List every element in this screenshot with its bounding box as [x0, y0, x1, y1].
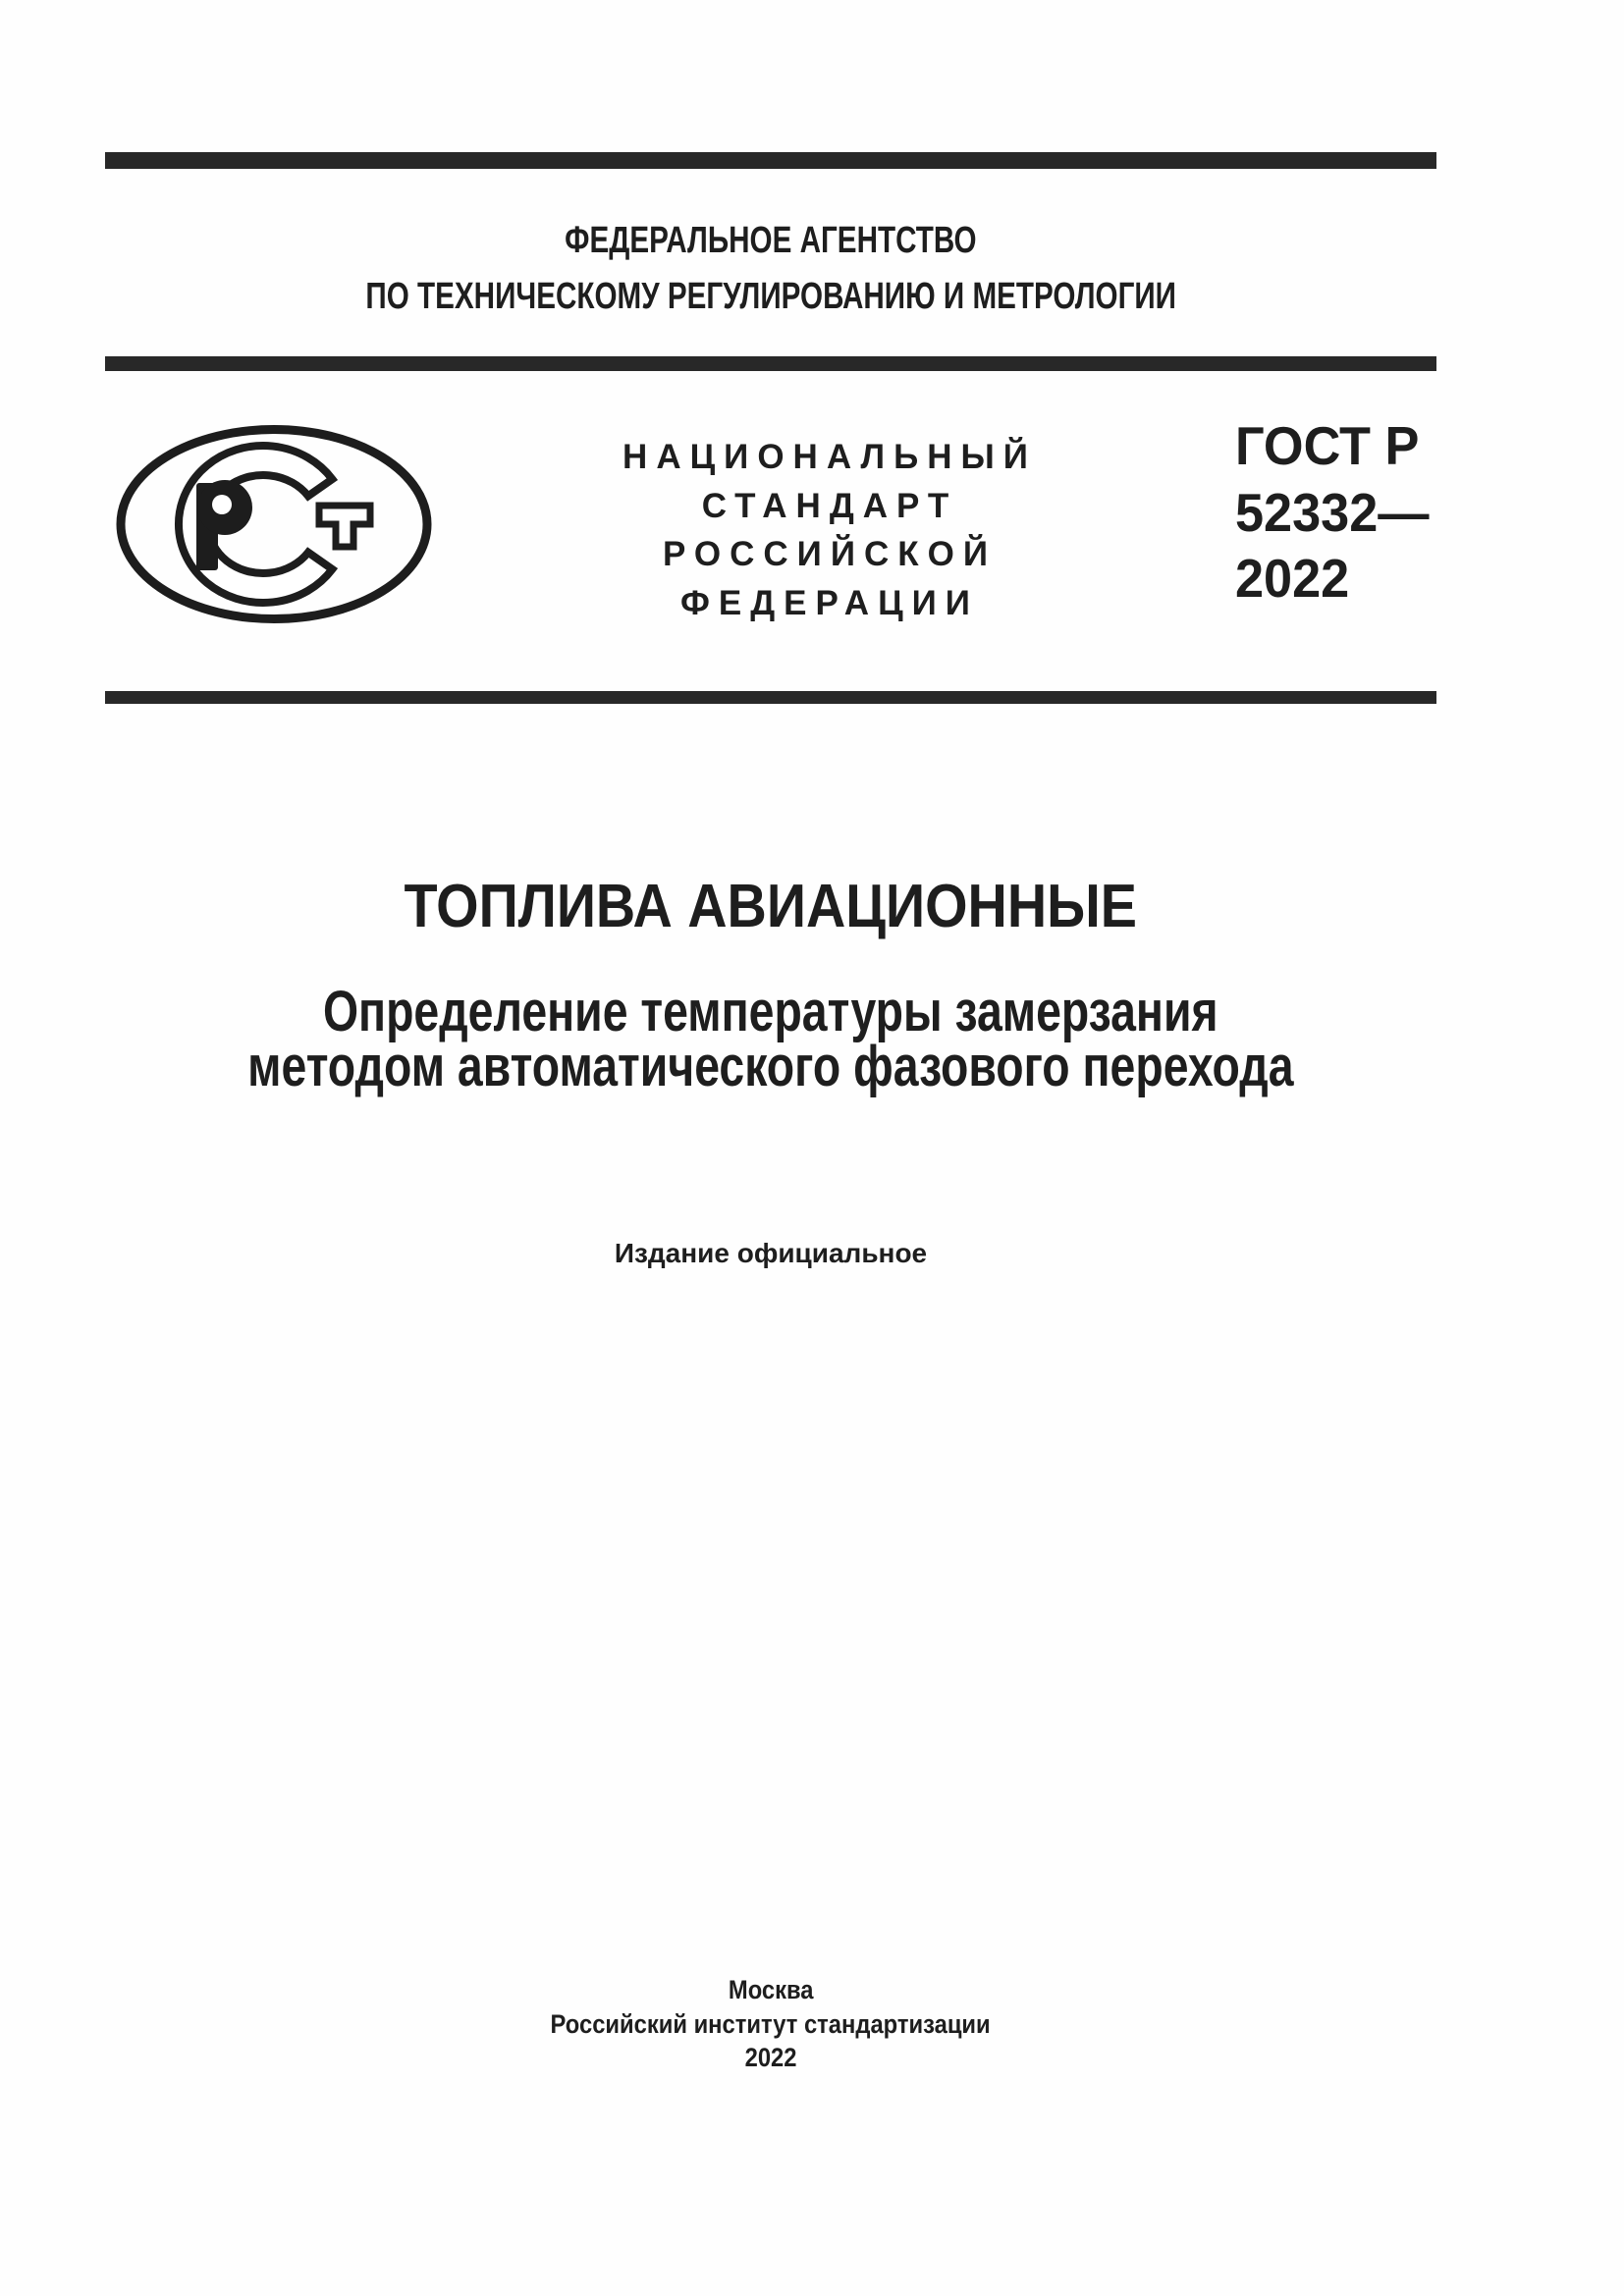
federal-agency-line2: ПО ТЕХНИЧЕСКОМУ РЕГУЛИРОВАНИЮ И МЕТРОЛОГИИ — [365, 276, 1176, 317]
imprint-block — [105, 1973, 1436, 2075]
imprint-city: Москва — [728, 1975, 814, 2004]
document-title-text: ТОПЛИВА АВИАЦИОННЫЕ — [404, 873, 1138, 940]
standard-designation — [1235, 413, 1439, 613]
designation-line2: 52332— — [1235, 481, 1430, 543]
national-standard-line2: СТАНДАРТ — [701, 486, 958, 525]
lower-rule — [105, 691, 1436, 704]
federal-agency-header — [105, 221, 1436, 316]
rosstandart-logo-icon — [116, 425, 432, 623]
imprint-year: 2022 — [744, 2043, 797, 2072]
national-standard-line3: РОССИЙСКОЙ — [663, 535, 997, 573]
document-subtitle-line2: методом автоматического фазового перехода — [247, 1034, 1294, 1098]
federal-agency-line1: ФЕДЕРАЛЬНОЕ АГЕНТСТВО — [565, 220, 977, 261]
designation-line3: 2022 — [1235, 548, 1350, 609]
national-standard-line4: ФЕДЕРАЦИИ — [680, 583, 979, 622]
designation-line1: ГОСТ Р — [1235, 415, 1420, 476]
document-subtitle-line1: Определение температуры замерзания — [323, 980, 1218, 1043]
national-standard-line1: НАЦИОНАЛЬНЫЙ — [623, 438, 1037, 476]
imprint-publisher: Российский институт стандартизации — [550, 2008, 992, 2039]
national-standard-label — [550, 433, 1110, 627]
document-title — [105, 873, 1436, 940]
top-rule — [105, 152, 1436, 169]
edition-note: Издание официальное — [614, 1238, 928, 1268]
document-subtitle — [105, 980, 1436, 1098]
middle-rule — [105, 356, 1436, 371]
